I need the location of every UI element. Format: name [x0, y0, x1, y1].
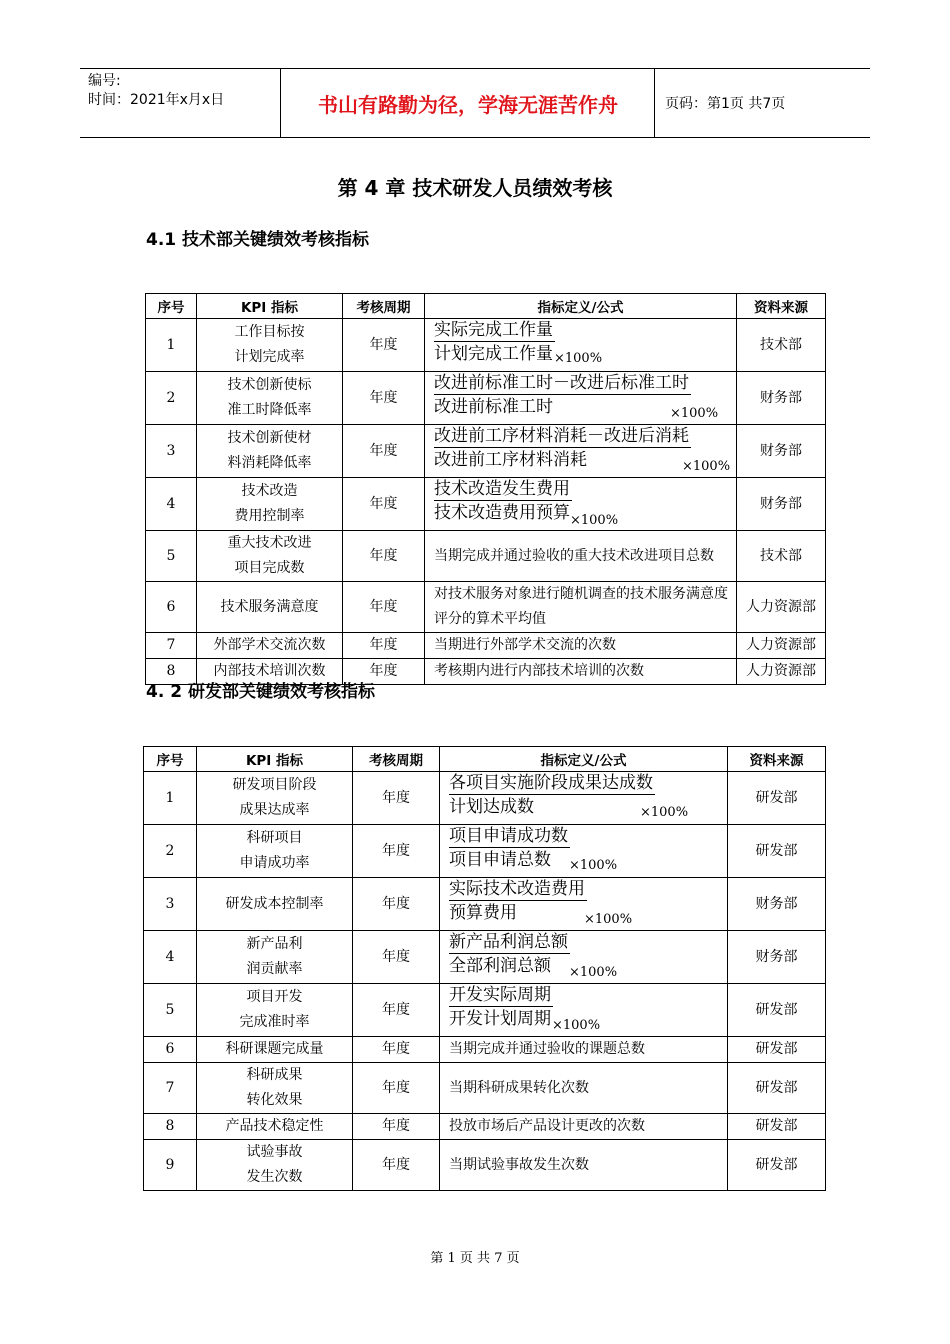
kpi-name — [197, 372, 343, 425]
kpi-name — [197, 478, 343, 531]
formula-fraction — [434, 478, 732, 526]
formula-numerator: 技术改造发生费用 — [434, 479, 570, 499]
data-source: 财务部 — [737, 372, 826, 425]
kpi-table-tech — [145, 293, 826, 685]
column-header: 资料来源 — [737, 294, 826, 319]
formula-fraction — [434, 319, 732, 367]
kpi-name-line: 技术创新使标 — [227, 377, 312, 393]
row-number: 4 — [146, 478, 197, 531]
kpi-name-line: 成果达成率 — [239, 802, 310, 818]
indicator-definition — [425, 319, 737, 372]
kpi-name — [197, 878, 353, 931]
kpi-name — [197, 1114, 353, 1140]
kpi-table-rd — [143, 746, 826, 1191]
kpi-name — [197, 531, 343, 582]
page-header — [80, 68, 870, 138]
indicator-definition — [425, 425, 737, 478]
kpi-name-line: 科研课题完成量 — [225, 1041, 324, 1057]
table-row — [146, 319, 826, 372]
assessment-period: 年度 — [343, 372, 425, 425]
column-header: 指标定义/公式 — [440, 747, 728, 772]
kpi-name-line: 研发成本控制率 — [225, 895, 324, 912]
assessment-period: 年度 — [353, 825, 440, 878]
formula-numerator: 改进前标准工时－改进后标准工时 — [434, 373, 689, 393]
table-row — [146, 531, 826, 582]
indicator-definition: 考核期内进行内部技术培训的次数 — [425, 659, 737, 685]
serial-label: 编号: — [88, 73, 121, 89]
data-source: 研发部 — [728, 772, 826, 825]
column-header: 考核周期 — [343, 294, 425, 319]
kpi-name-line: 转化效果 — [246, 1092, 303, 1108]
kpi-name-line: 技术改造 — [241, 483, 298, 499]
table-row — [144, 772, 826, 825]
data-source: 研发部 — [728, 1114, 826, 1140]
formula-percent: ×100% — [570, 513, 619, 528]
data-source: 财务部 — [728, 878, 826, 931]
kpi-name-line: 工作目标按 — [234, 324, 305, 340]
assessment-period: 年度 — [353, 1140, 440, 1191]
column-header: KPI 指标 — [197, 294, 343, 319]
column-header: 序号 — [144, 747, 197, 772]
indicator-definition — [440, 772, 728, 825]
formula-fraction — [449, 984, 723, 1032]
column-header: KPI 指标 — [197, 747, 353, 772]
data-source: 人力资源部 — [737, 659, 826, 685]
formula-percent: ×100% — [554, 351, 603, 366]
formula-denominator: 全部利润总额 — [449, 956, 551, 976]
section-title-rd: 4. 2 研发部关键绩效考核指标 — [146, 682, 375, 702]
indicator-definition — [425, 372, 737, 425]
formula-fraction — [449, 878, 723, 926]
row-number: 5 — [144, 984, 197, 1037]
data-source: 技术部 — [737, 319, 826, 372]
kpi-name-line: 科研成果 — [246, 1067, 303, 1083]
indicator-definition: 当期试验事故发生次数 — [440, 1140, 728, 1191]
data-source: 研发部 — [728, 1037, 826, 1063]
indicator-definition: 当期完成并通过验收的课题总数 — [440, 1037, 728, 1063]
kpi-name-line: 料消耗降低率 — [227, 455, 312, 471]
formula-denominator: 技术改造费用预算 — [434, 503, 570, 523]
row-number: 5 — [146, 531, 197, 582]
kpi-name-line: 研发项目阶段 — [232, 777, 317, 793]
data-source: 技术部 — [737, 531, 826, 582]
indicator-definition: 当期科研成果转化次数 — [440, 1063, 728, 1114]
header-meta — [80, 69, 281, 137]
formula-numerator: 实际完成工作量 — [434, 320, 553, 340]
column-header: 考核周期 — [353, 747, 440, 772]
indicator-definition: 当期进行外部学术交流的次数 — [425, 633, 737, 659]
kpi-name-line: 内部技术培训次数 — [213, 663, 326, 679]
data-source: 研发部 — [728, 984, 826, 1037]
indicator-definition: 当期完成并通过验收的重大技术改进项目总数 — [425, 531, 737, 582]
table-row — [146, 633, 826, 659]
kpi-name — [197, 772, 353, 825]
formula-percent: ×100% — [670, 406, 719, 421]
column-header: 资料来源 — [728, 747, 826, 772]
assessment-period: 年度 — [353, 1063, 440, 1114]
row-number: 3 — [144, 878, 197, 931]
kpi-name-line: 发生次数 — [246, 1169, 303, 1185]
data-source: 研发部 — [728, 825, 826, 878]
table-row — [146, 425, 826, 478]
table-row — [146, 372, 826, 425]
formula-fraction — [449, 931, 723, 979]
page-footer: 第 1 页 共 7 页 — [430, 1251, 520, 1266]
table-row — [146, 582, 826, 633]
row-number: 9 — [144, 1140, 197, 1191]
table-row — [144, 1037, 826, 1063]
header-motto: 书山有路勤为径，学海无涯苦作舟 — [282, 69, 655, 137]
data-source: 研发部 — [728, 1140, 826, 1191]
assessment-period: 年度 — [343, 478, 425, 531]
kpi-name — [197, 425, 343, 478]
kpi-name — [197, 1140, 353, 1191]
row-number: 8 — [146, 659, 197, 685]
kpi-name-line: 完成准时率 — [239, 1014, 310, 1030]
data-source: 财务部 — [737, 478, 826, 531]
kpi-name-line: 外部学术交流次数 — [213, 637, 326, 653]
row-number: 1 — [146, 319, 197, 372]
formula-percent: ×100% — [569, 965, 618, 980]
indicator-definition — [440, 984, 728, 1037]
formula-denominator: 改进前工序材料消耗 — [434, 450, 587, 470]
formula-percent: ×100% — [584, 912, 633, 927]
formula-numerator: 项目申请成功数 — [449, 826, 568, 846]
assessment-period: 年度 — [353, 931, 440, 984]
formula-numerator: 实际技术改造费用 — [449, 879, 585, 899]
assessment-period: 年度 — [353, 1114, 440, 1140]
assessment-period: 年度 — [343, 425, 425, 478]
kpi-name-line: 准工时降低率 — [227, 402, 312, 418]
assessment-period: 年度 — [353, 1037, 440, 1063]
assessment-period: 年度 — [343, 633, 425, 659]
table-row — [144, 1114, 826, 1140]
formula-percent: ×100% — [569, 858, 618, 873]
time-label: 时间：2021年x月x日 — [88, 92, 225, 108]
kpi-name-line: 重大技术改进 — [227, 535, 312, 551]
assessment-period: 年度 — [353, 984, 440, 1037]
kpi-name — [197, 984, 353, 1037]
row-number: 6 — [146, 582, 197, 633]
formula-numerator: 各项目实施阶段成果达成数 — [449, 773, 653, 793]
formula-denominator: 开发计划周期 — [449, 1009, 551, 1029]
assessment-period: 年度 — [343, 531, 425, 582]
row-number: 4 — [144, 931, 197, 984]
table-row — [144, 984, 826, 1037]
data-source: 研发部 — [728, 1063, 826, 1114]
table-row — [144, 825, 826, 878]
row-number: 7 — [144, 1063, 197, 1114]
formula-numerator: 开发实际周期 — [449, 985, 551, 1005]
assessment-period: 年度 — [353, 772, 440, 825]
kpi-name-line: 申请成功率 — [239, 855, 310, 871]
row-number: 8 — [144, 1114, 197, 1140]
table-row — [146, 478, 826, 531]
row-number: 6 — [144, 1037, 197, 1063]
indicator-definition — [440, 931, 728, 984]
row-number: 3 — [146, 425, 197, 478]
formula-percent: ×100% — [640, 805, 689, 820]
assessment-period: 年度 — [353, 878, 440, 931]
kpi-name — [197, 931, 353, 984]
section-title-tech: 4.1 技术部关键绩效考核指标 — [146, 230, 370, 250]
header-page-info: 页码：第1页 共7页 — [665, 96, 786, 112]
assessment-period: 年度 — [343, 582, 425, 633]
column-header: 指标定义/公式 — [425, 294, 737, 319]
indicator-definition — [440, 825, 728, 878]
table-row — [144, 878, 826, 931]
chapter-title: 第 4 章 技术研发人员绩效考核 — [337, 176, 613, 200]
indicator-definition: 对技术服务对象进行随机调查的技术服务满意度评分的算术平均值 — [425, 582, 737, 633]
indicator-definition: 投放市场后产品设计更改的次数 — [440, 1114, 728, 1140]
kpi-name-line: 项目开发 — [246, 989, 303, 1005]
kpi-name-line: 技术服务满意度 — [220, 598, 319, 615]
formula-fraction — [434, 372, 732, 420]
formula-denominator: 计划达成数 — [449, 797, 534, 817]
kpi-name — [197, 633, 343, 659]
assessment-period: 年度 — [343, 319, 425, 372]
formula-denominator: 项目申请总数 — [449, 850, 551, 870]
formula-denominator: 改进前标准工时 — [434, 397, 553, 417]
row-number: 7 — [146, 633, 197, 659]
kpi-name — [197, 1037, 353, 1063]
formula-fraction — [449, 825, 723, 873]
kpi-name — [197, 825, 353, 878]
row-number: 2 — [144, 825, 197, 878]
formula-denominator: 预算费用 — [449, 903, 517, 923]
row-number: 2 — [146, 372, 197, 425]
kpi-name-line: 产品技术稳定性 — [225, 1118, 324, 1134]
kpi-name — [197, 1063, 353, 1114]
kpi-name-line: 试验事故 — [246, 1144, 303, 1160]
data-source: 财务部 — [728, 931, 826, 984]
kpi-name — [197, 582, 343, 633]
kpi-name-line: 技术创新使材 — [227, 430, 312, 446]
formula-numerator: 改进前工序材料消耗－改进后消耗 — [434, 426, 689, 446]
formula-denominator: 计划完成工作量 — [434, 344, 553, 364]
kpi-name-line: 项目完成数 — [234, 560, 305, 576]
column-header: 序号 — [146, 294, 197, 319]
formula-percent: ×100% — [552, 1018, 601, 1033]
kpi-name-line: 计划完成率 — [234, 349, 305, 365]
table-row — [144, 1063, 826, 1114]
table-row — [144, 931, 826, 984]
data-source: 人力资源部 — [737, 633, 826, 659]
formula-fraction — [434, 425, 732, 473]
table-header-row — [144, 747, 826, 772]
table-row — [144, 1140, 826, 1191]
kpi-name-line: 新产品利 — [246, 936, 303, 952]
kpi-name-line: 润贡献率 — [246, 961, 303, 977]
data-source: 人力资源部 — [737, 582, 826, 633]
assessment-period: 年度 — [343, 659, 425, 685]
kpi-name — [197, 319, 343, 372]
formula-percent: ×100% — [682, 459, 731, 474]
kpi-name-line: 科研项目 — [246, 830, 303, 846]
row-number: 1 — [144, 772, 197, 825]
kpi-name-line: 费用控制率 — [234, 508, 305, 524]
table-header-row — [146, 294, 826, 319]
formula-numerator: 新产品利润总额 — [449, 932, 568, 952]
formula-fraction — [449, 772, 723, 820]
indicator-definition — [440, 878, 728, 931]
data-source: 财务部 — [737, 425, 826, 478]
indicator-definition — [425, 478, 737, 531]
